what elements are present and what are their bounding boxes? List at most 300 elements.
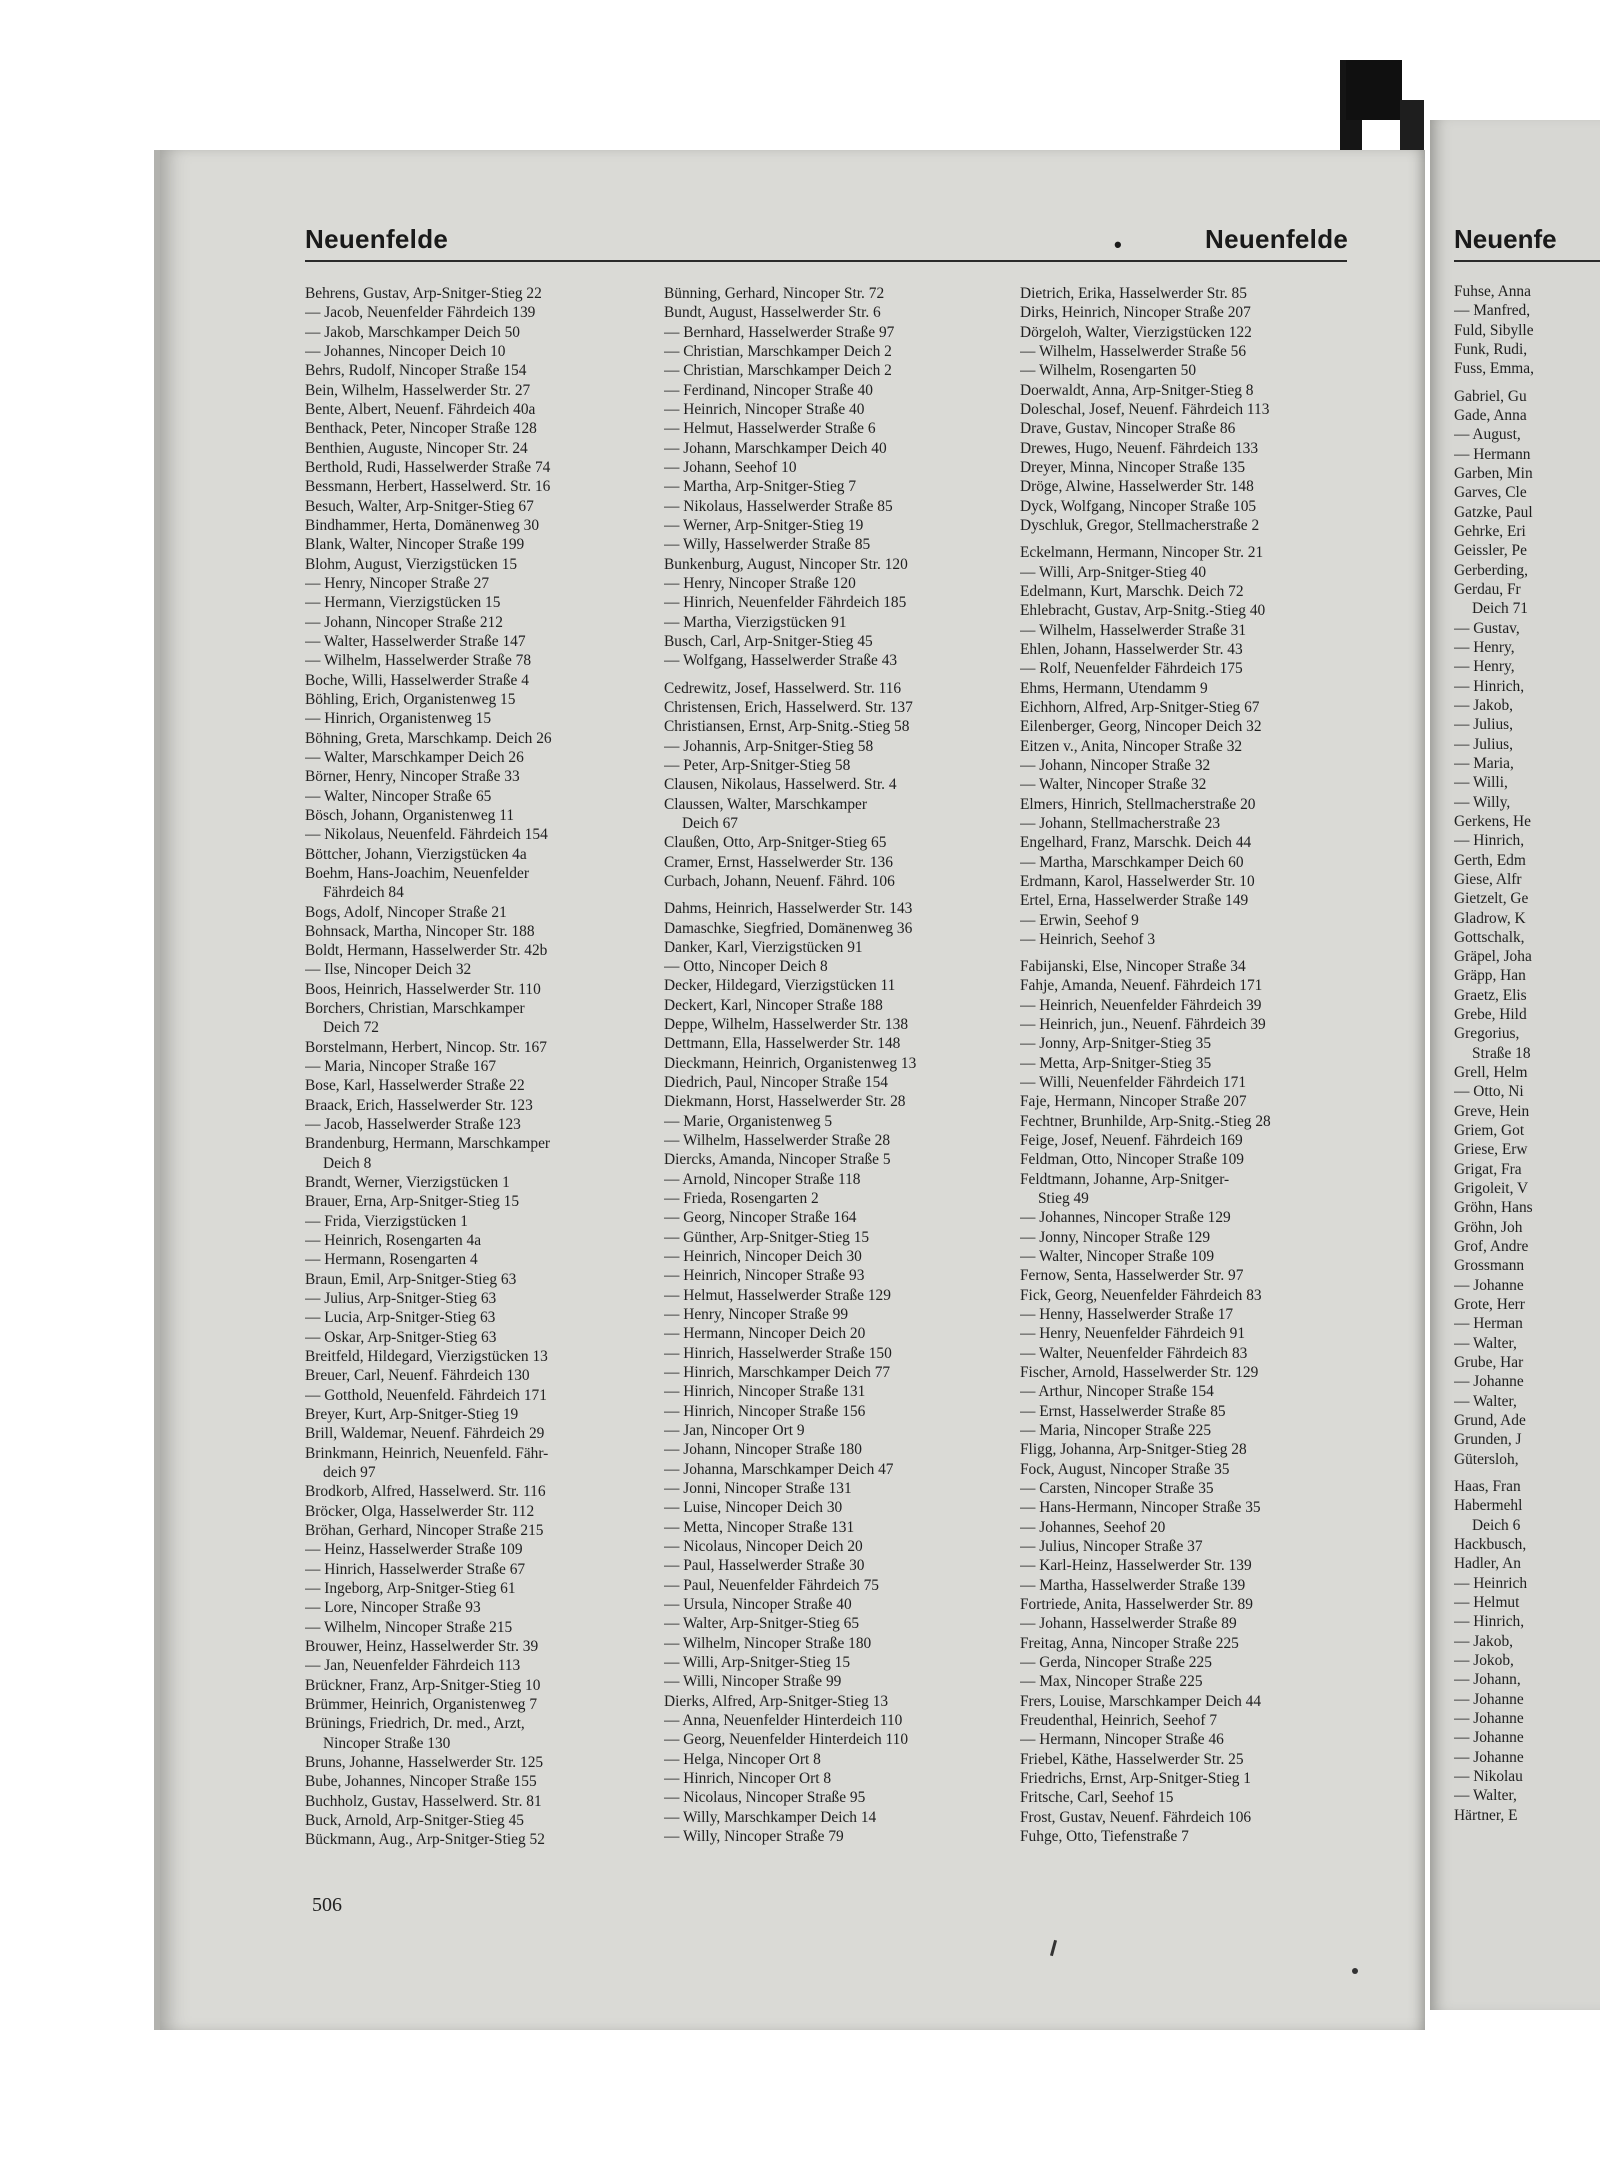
- directory-entry: — Lucia, Arp-Snitger-Stieg 63: [305, 1309, 496, 1327]
- directory-entry: Grebe, Hild: [1454, 1006, 1527, 1024]
- directory-entry: Grube, Har: [1454, 1354, 1524, 1372]
- directory-entry: Feige, Josef, Neuenf. Fährdeich 169: [1020, 1132, 1243, 1150]
- directory-entry: — Heinrich, jun., Neuenf. Fährdeich 39: [1020, 1016, 1266, 1034]
- directory-entry: — Jan, Nincoper Ort 9: [664, 1422, 805, 1440]
- directory-entry: — Jonny, Nincoper Straße 129: [1020, 1228, 1211, 1246]
- directory-entry: Bückmann, Aug., Arp-Snitger-Stieg 52: [305, 1831, 545, 1849]
- directory-entry: — Max, Nincoper Straße 225: [1020, 1673, 1203, 1691]
- directory-entry: Bundt, August, Hasselwerder Str. 6: [664, 304, 881, 322]
- directory-entry: Fabijanski, Else, Nincoper Straße 34: [1020, 958, 1246, 976]
- directory-entry: — Heinrich, Nincoper Straße 40: [664, 400, 865, 418]
- directory-entry: — Johann, Nincoper Straße 180: [664, 1441, 862, 1459]
- directory-entry: Garves, Cle: [1454, 484, 1527, 502]
- directory-entry: Grote, Herr: [1454, 1296, 1525, 1314]
- directory-entry: — Willi, Neuenfelder Fährdeich 171: [1020, 1074, 1247, 1092]
- directory-entry: — Henry, Nincoper Straße 99: [664, 1306, 849, 1324]
- directory-entry: Decker, Hildegard, Vierzigstücken 11: [664, 977, 896, 995]
- directory-entry: Behrs, Rudolf, Nincoper Straße 154: [305, 362, 527, 380]
- directory-entry: — Jonni, Nincoper Straße 131: [664, 1480, 852, 1498]
- directory-entry: — Johannes, Nincoper Straße 129: [1020, 1209, 1231, 1227]
- directory-entry: Deich 67: [682, 814, 738, 832]
- directory-entry: Fernow, Senta, Hasselwerder Str. 97: [1020, 1267, 1244, 1285]
- directory-entry: Bindhammer, Herta, Domänenweg 30: [305, 516, 540, 534]
- directory-entry: Fechtner, Brunhilde, Arp-Snitg.-Stieg 28: [1020, 1112, 1271, 1130]
- directory-entry: Deich 6: [1472, 1516, 1521, 1534]
- directory-entry: — Frieda, Rosengarten 2: [664, 1190, 819, 1208]
- directory-entry: — Willy,: [1454, 793, 1511, 811]
- directory-entry: Brandenburg, Hermann, Marschkamper: [305, 1135, 551, 1153]
- directory-entry: Besuch, Walter, Arp-Snitger-Stieg 67: [305, 497, 534, 515]
- directory-entry: — Johanna, Marschkamper Deich 47: [664, 1460, 894, 1478]
- directory-entry: — Paul, Hasselwerder Straße 30: [664, 1557, 865, 1575]
- directory-entry: Drave, Gustav, Nincoper Straße 86: [1020, 420, 1236, 438]
- directory-entry: Gietzelt, Ge: [1454, 890, 1529, 908]
- directory-entry: Fligg, Johanna, Arp-Snitger-Stieg 28: [1020, 1441, 1247, 1459]
- directory-entry: Brauer, Erna, Arp-Snitger-Stieg 15: [305, 1193, 520, 1211]
- directory-entry: Borchers, Christian, Marschkamper: [305, 1000, 525, 1018]
- directory-entry: — Willy, Hasselwerder Straße 85: [664, 536, 871, 554]
- directory-entry: Dyck, Wolfgang, Nincoper Straße 105: [1020, 497, 1257, 515]
- directory-entry: — Oskar, Arp-Snitger-Stieg 63: [305, 1328, 497, 1346]
- directory-entry: Dörgeloh, Walter, Vierzigstücken 122: [1020, 323, 1252, 341]
- directory-entry: Boos, Heinrich, Hasselwerder Str. 110: [305, 980, 541, 998]
- directory-entry: Hadler, An: [1454, 1555, 1521, 1573]
- directory-entry: — Willi,: [1454, 774, 1508, 792]
- directory-entry: — Marie, Organistenweg 5: [664, 1112, 833, 1130]
- directory-entry: Frost, Gustav, Neuenf. Fährdeich 106: [1020, 1808, 1252, 1826]
- directory-entry: Diekmann, Horst, Hasselwerder Str. 28: [664, 1093, 906, 1111]
- directory-entry: — Johann, Stellmacherstraße 23: [1020, 814, 1221, 832]
- directory-entry: Bünning, Gerhard, Nincoper Str. 72: [664, 285, 885, 302]
- directory-entry: Drewes, Hugo, Neuenf. Fährdeich 133: [1020, 439, 1259, 457]
- directory-entry: Brill, Waldemar, Neuenf. Fährdeich 29: [305, 1425, 545, 1443]
- directory-entry: Freitag, Anna, Nincoper Straße 225: [1020, 1634, 1239, 1652]
- directory-entry: Brümmer, Heinrich, Organistenweg 7: [305, 1695, 538, 1713]
- directory-entry: — Erwin, Seehof 9: [1020, 911, 1139, 929]
- directory-entry: — Willi, Arp-Snitger-Stieg 15: [664, 1653, 851, 1671]
- directory-entry: Bruns, Johanne, Hasselwerder Str. 125: [305, 1753, 544, 1771]
- directory-entry: — Johannes, Nincoper Deich 10: [305, 342, 506, 360]
- directory-entry: — Georg, Neuenfelder Hinterdeich 110: [664, 1731, 909, 1749]
- directory-entry: Claußen, Otto, Arp-Snitger-Stieg 65: [664, 834, 887, 852]
- directory-entry: Deich 71: [1472, 600, 1528, 618]
- directory-entry: — Otto, Nincoper Deich 8: [664, 958, 828, 976]
- directory-entry: Freudenthal, Heinrich, Seehof 7: [1020, 1711, 1218, 1729]
- directory-entry: Habermehl: [1454, 1497, 1523, 1515]
- directory-entry: — Johannis, Arp-Snitger-Stieg 58: [664, 737, 874, 755]
- directory-entry: Garben, Min: [1454, 464, 1533, 482]
- directory-entry: Gütersloh,: [1454, 1450, 1519, 1468]
- directory-entry: Breuer, Carl, Neuenf. Fährdeich 130: [305, 1367, 530, 1385]
- running-header-right: Neuenfelde: [1205, 224, 1349, 254]
- directory-entry: Gröhn, Hans: [1454, 1199, 1533, 1217]
- directory-entry: — Johanne: [1454, 1276, 1524, 1294]
- directory-entry: — Hinrich, Organistenweg 15: [305, 710, 492, 728]
- directory-entry: — Heinrich: [1454, 1574, 1528, 1592]
- directory-entry: Fock, August, Nincoper Straße 35: [1020, 1460, 1230, 1478]
- directory-entry: — Jakob,: [1454, 696, 1513, 714]
- directory-entry: — Johanne: [1454, 1690, 1524, 1708]
- directory-entry: Faje, Hermann, Nincoper Straße 207: [1020, 1093, 1247, 1111]
- directory-entry: — Johanne: [1454, 1748, 1524, 1766]
- directory-entry: — Julius,: [1454, 735, 1514, 753]
- directory-entry: — Wilhelm, Nincoper Straße 180: [664, 1634, 872, 1652]
- directory-entry: — Peter, Arp-Snitger-Stieg 58: [664, 756, 851, 774]
- directory-entry: — Heinz, Hasselwerder Straße 109: [305, 1541, 523, 1559]
- directory-entry: — Hinrich, Marschkamper Deich 77: [664, 1364, 891, 1382]
- directory-entry: Funk, Rudi,: [1454, 340, 1528, 358]
- directory-entry: — Jan, Neuenfelder Fährdeich 113: [305, 1657, 521, 1675]
- directory-column-1: [305, 284, 645, 1850]
- directory-entry: Gräpp, Han: [1454, 967, 1526, 985]
- next-page-column: [1454, 282, 1600, 1825]
- directory-entry: Böhling, Erich, Organistenweg 15: [305, 690, 516, 708]
- directory-entry: Nincoper Straße 130: [323, 1734, 451, 1752]
- directory-entry: Grigat, Fra: [1454, 1160, 1522, 1178]
- directory-entry: — Hinrich,: [1454, 832, 1525, 850]
- directory-entry: Gerberding,: [1454, 561, 1528, 579]
- directory-entry: Dröge, Alwine, Hasselwerder Str. 148: [1020, 478, 1254, 496]
- directory-entry: Ertel, Erna, Hasselwerder Straße 149: [1020, 892, 1249, 910]
- directory-entry: Blank, Walter, Nincoper Straße 199: [305, 536, 525, 554]
- next-page-partial: [1430, 120, 1600, 2010]
- next-page-rule: [1454, 260, 1600, 262]
- directory-entry: — Walter, Nincoper Straße 109: [1020, 1248, 1215, 1266]
- directory-entry: Gerdau, Fr: [1454, 580, 1521, 598]
- directory-entry: Deppe, Wilhelm, Hasselwerder Str. 138: [664, 1016, 909, 1034]
- directory-entry: Buck, Arnold, Arp-Snitger-Stieg 45: [305, 1811, 524, 1829]
- directory-entry: — Heinrich, Nincoper Straße 93: [664, 1267, 865, 1285]
- directory-entry: — Hinrich, Hasselwerder Straße 150: [664, 1344, 892, 1362]
- directory-entry: Hackbusch,: [1454, 1536, 1527, 1553]
- directory-entry: Bube, Johannes, Nincoper Straße 155: [305, 1773, 537, 1791]
- directory-entry: — Johanne: [1454, 1373, 1524, 1391]
- directory-entry: Fuhse, Anna: [1454, 283, 1531, 300]
- directory-entry: Grell, Helm: [1454, 1064, 1528, 1082]
- directory-entry: — Martha, Marschkamper Deich 60: [1020, 853, 1244, 871]
- directory-entry: Grossmann: [1454, 1257, 1525, 1275]
- directory-entry: — Walter, Nincoper Straße 65: [305, 787, 492, 805]
- directory-entry: Feldman, Otto, Nincoper Straße 109: [1020, 1151, 1244, 1169]
- directory-entry: Doleschal, Josef, Neuenf. Fährdeich 113: [1020, 400, 1270, 418]
- directory-entry: — Walter, Hasselwerder Straße 147: [305, 632, 526, 650]
- directory-entry: — Jakob,: [1454, 1632, 1513, 1650]
- directory-entry: Grof, Andre: [1454, 1238, 1529, 1256]
- directory-entry: — Metta, Arp-Snitger-Stieg 35: [1020, 1054, 1212, 1072]
- directory-entry: — Martha, Vierzigstücken 91: [664, 613, 847, 631]
- directory-entry: Greve, Hein: [1454, 1102, 1530, 1120]
- directory-entry: Cedrewitz, Josef, Hasselwerd. Str. 116: [664, 679, 902, 697]
- directory-entry: Geissler, Pe: [1454, 542, 1527, 560]
- directory-entry: Fuhge, Otto, Tiefenstraße 7: [1020, 1827, 1189, 1845]
- directory-entry: Erdmann, Karol, Hasselwerder Str. 10: [1020, 872, 1255, 890]
- directory-entry: — Martha, Hasselwerder Straße 139: [1020, 1576, 1246, 1594]
- directory-entry: — Henry, Neuenfelder Fährdeich 91: [1020, 1325, 1246, 1343]
- directory-entry: Stieg 49: [1038, 1190, 1089, 1208]
- directory-entry: Boehm, Hans-Joachim, Neuenfelder: [305, 864, 529, 882]
- directory-entry: — Jacob, Neuenfelder Fährdeich 139: [305, 304, 536, 322]
- directory-entry: — Christian, Marschkamper Deich 2: [664, 362, 892, 380]
- directory-entry: — Willi, Arp-Snitger-Stieg 40: [1020, 563, 1207, 581]
- directory-entry: Brodkorb, Alfred, Hasselwerd. Str. 116: [305, 1483, 546, 1501]
- directory-entry: Böhning, Greta, Marschkamp. Deich 26: [305, 729, 552, 747]
- directory-entry: Straße 18: [1472, 1044, 1531, 1062]
- directory-entry: Braack, Erich, Hasselwerder Str. 123: [305, 1096, 533, 1114]
- header-separator: •: [1114, 232, 1122, 257]
- directory-entry: — Henry, Nincoper Straße 27: [305, 574, 490, 592]
- directory-entry: — Helmut: [1454, 1593, 1520, 1611]
- directory-entry: Bröhan, Gerhard, Nincoper Straße 215: [305, 1522, 544, 1539]
- directory-entry: — Henny, Hasselwerder Straße 17: [1020, 1306, 1234, 1324]
- directory-entry: — Bernhard, Hasselwerder Straße 97: [664, 323, 895, 341]
- directory-entry: Frers, Louise, Marschkamper Deich 44: [1020, 1692, 1262, 1710]
- directory-entry: deich 97: [323, 1464, 376, 1482]
- directory-column-3: [1020, 284, 1360, 1846]
- directory-entry: Busch, Carl, Arp-Snitger-Stieg 45: [664, 632, 873, 650]
- directory-entry: Grunden, J: [1454, 1431, 1522, 1449]
- directory-entry: — Hinrich, Nincoper Ort 8: [664, 1769, 832, 1787]
- directory-entry: Deich 72: [323, 1019, 379, 1037]
- directory-entry: — Nikolaus, Neuenfeld. Fährdeich 154: [305, 826, 548, 844]
- directory-entry: — Georg, Nincoper Straße 164: [664, 1209, 857, 1227]
- directory-entry: Breyer, Kurt, Arp-Snitger-Stieg 19: [305, 1406, 519, 1424]
- directory-entry: — Carsten, Nincoper Straße 35: [1020, 1480, 1214, 1498]
- directory-entry: Griese, Erw: [1454, 1141, 1528, 1159]
- directory-entry: — Gotthold, Neuenfeld. Fährdeich 171: [305, 1386, 547, 1404]
- directory-entry: — Nicolaus, Nincoper Deich 20: [664, 1538, 863, 1555]
- directory-entry: Dierks, Alfred, Arp-Snitger-Stieg 13: [664, 1692, 889, 1710]
- directory-entry: — Walter, Arp-Snitger-Stieg 65: [664, 1615, 860, 1633]
- directory-entry: Brandt, Werner, Vierzigstücken 1: [305, 1174, 510, 1192]
- directory-entry: Buchholz, Gustav, Hasselwerd. Str. 81: [305, 1792, 542, 1810]
- directory-entry: — Helmut, Hasselwerder Straße 129: [664, 1286, 891, 1304]
- directory-entry: Bohnsack, Martha, Nincoper Str. 188: [305, 922, 535, 940]
- directory-entry: Edelmann, Kurt, Marschk. Deich 72: [1020, 582, 1244, 600]
- directory-entry: Berthold, Rudi, Hasselwerder Straße 74: [305, 458, 551, 476]
- directory-entry: — Wilhelm, Hasselwerder Straße 78: [305, 652, 532, 670]
- directory-entry: Börner, Henry, Nincoper Straße 33: [305, 768, 520, 786]
- directory-entry: — Ingeborg, Arp-Snitger-Stieg 61: [305, 1579, 516, 1597]
- directory-entry: — Walter,: [1454, 1392, 1517, 1410]
- directory-entry: — Maria, Nincoper Straße 225: [1020, 1422, 1212, 1440]
- directory-entry: Benthack, Peter, Nincoper Straße 128: [305, 420, 537, 438]
- directory-entry: Bunkenburg, August, Nincoper Str. 120: [664, 555, 908, 573]
- directory-entry: — Wilhelm, Rosengarten 50: [1020, 362, 1197, 380]
- directory-entry: — Herman: [1454, 1315, 1523, 1333]
- directory-entry: Borstelmann, Herbert, Nincop. Str. 167: [305, 1038, 547, 1056]
- directory-column-2: [664, 284, 1004, 1846]
- directory-entry: — Hermann, Nincoper Deich 20: [664, 1325, 866, 1343]
- directory-entry: Bröcker, Olga, Hasselwerder Str. 112: [305, 1502, 535, 1520]
- directory-entry: Brückner, Franz, Arp-Snitger-Stieg 10: [305, 1676, 541, 1694]
- directory-entry: — Wilhelm, Hasselwerder Straße 56: [1020, 342, 1247, 360]
- ink-dot: [1352, 1968, 1358, 1974]
- directory-entry: Fick, Georg, Neuenfelder Fährdeich 83: [1020, 1286, 1262, 1304]
- directory-entry: — Walter, Marschkamper Deich 26: [305, 748, 524, 766]
- directory-entry: Dirks, Heinrich, Nincoper Straße 207: [1020, 304, 1251, 322]
- directory-entry: — Maria, Nincoper Straße 167: [305, 1058, 497, 1076]
- directory-entry: Ehms, Hermann, Utendamm 9: [1020, 679, 1208, 697]
- directory-entry: — Julius,: [1454, 716, 1514, 734]
- directory-entry: — Wolfgang, Hasselwerder Straße 43: [664, 652, 898, 670]
- directory-entry: — Hinrich,: [1454, 1613, 1525, 1631]
- directory-entry: Friebel, Käthe, Hasselwerder Str. 25: [1020, 1750, 1244, 1768]
- directory-entry: — Anna, Neuenfelder Hinterdeich 110: [664, 1711, 903, 1729]
- book-binding-top: [1346, 60, 1402, 120]
- directory-entry: Fährdeich 84: [323, 884, 404, 902]
- directory-entry: — Johann, Marschkamper Deich 40: [664, 439, 887, 457]
- directory-entry: Gatzke, Paul: [1454, 503, 1533, 521]
- directory-entry: Fuld, Sibylle: [1454, 321, 1534, 339]
- directory-entry: Grund, Ade: [1454, 1412, 1526, 1430]
- directory-entry: — Johanne: [1454, 1729, 1524, 1747]
- directory-entry: Ehlebracht, Gustav, Arp-Snitg.-Stieg 40: [1020, 602, 1266, 620]
- directory-entry: — Hermann, Vierzigstücken 15: [305, 594, 501, 612]
- header-rule: [305, 260, 1347, 262]
- directory-entry: Dahms, Heinrich, Hasselwerder Str. 143: [664, 900, 913, 918]
- directory-entry: — Martha, Arp-Snitger-Stieg 7: [664, 478, 857, 496]
- directory-entry: — Hinrich, Hasselwerder Straße 67: [305, 1560, 526, 1578]
- directory-entry: — Wilhelm, Nincoper Straße 215: [305, 1618, 513, 1636]
- directory-entry: Engelhard, Franz, Marschk. Deich 44: [1020, 834, 1252, 852]
- directory-entry: — Hinrich,: [1454, 677, 1525, 695]
- directory-entry: Gottschalk,: [1454, 928, 1525, 946]
- directory-entry: Gregorius,: [1454, 1025, 1520, 1043]
- directory-entry: — Gerda, Nincoper Straße 225: [1020, 1653, 1212, 1671]
- directory-entry: — Metta, Nincoper Straße 131: [664, 1518, 855, 1536]
- directory-entry: — Hinrich, Nincoper Straße 156: [664, 1402, 866, 1420]
- directory-entry: Diedrich, Paul, Nincoper Straße 154: [664, 1074, 888, 1092]
- directory-entry: — Günther, Arp-Snitger-Stieg 15: [664, 1228, 870, 1246]
- directory-entry: Grigoleit, V: [1454, 1180, 1529, 1198]
- directory-entry: Dreyer, Minna, Nincoper Straße 135: [1020, 458, 1246, 476]
- directory-entry: Graetz, Elis: [1454, 986, 1527, 1004]
- directory-entry: Deich 8: [323, 1154, 372, 1172]
- directory-entry: Elmers, Hinrich, Stellmacherstraße 20: [1020, 795, 1256, 813]
- running-header-left: Neuenfelde: [305, 224, 449, 254]
- directory-entry: — Manfred,: [1454, 302, 1531, 320]
- directory-entry: — Hermann, Rosengarten 4: [305, 1251, 478, 1269]
- directory-entry: — Wilhelm, Hasselwerder Straße 31: [1020, 621, 1247, 639]
- directory-entry: Bein, Wilhelm, Hasselwerder Str. 27: [305, 381, 531, 399]
- directory-entry: Boche, Willi, Hasselwerder Straße 4: [305, 671, 529, 689]
- directory-entry: — Lore, Nincoper Straße 93: [305, 1599, 481, 1617]
- directory-entry: Bente, Albert, Neuenf. Fährdeich 40a: [305, 400, 536, 418]
- directory-entry: Dietrich, Erika, Hasselwerder Str. 85: [1020, 285, 1247, 302]
- directory-entry: Brünings, Friedrich, Dr. med., Arzt,: [305, 1715, 525, 1733]
- directory-entry: — Paul, Neuenfelder Fährdeich 75: [664, 1576, 879, 1594]
- directory-entry: — Wilhelm, Hasselwerder Straße 28: [664, 1132, 891, 1150]
- directory-entry: — Johann, Nincoper Straße 32: [1020, 756, 1211, 774]
- directory-entry: — Walter,: [1454, 1334, 1517, 1352]
- directory-entry: Eitzen v., Anita, Nincoper Straße 32: [1020, 737, 1243, 755]
- directory-entry: — Ernst, Hasselwerder Straße 85: [1020, 1402, 1226, 1420]
- directory-entry: — Nikolaus, Hasselwerder Straße 85: [664, 497, 893, 515]
- directory-entry: Härtner, E: [1454, 1806, 1518, 1824]
- directory-entry: — Hinrich, Nincoper Straße 131: [664, 1383, 866, 1401]
- directory-entry: — Helmut, Hasselwerder Straße 6: [664, 420, 876, 438]
- directory-entry: — Johannes, Seehof 20: [1020, 1518, 1166, 1536]
- directory-entry: — Jakob, Marschkamper Deich 50: [305, 323, 520, 341]
- directory-entry: Gerkens, He: [1454, 812, 1531, 830]
- directory-entry: — Ursula, Nincoper Straße 40: [664, 1595, 852, 1613]
- directory-entry: Claussen, Walter, Marschkamper: [664, 795, 868, 813]
- directory-entry: — Rolf, Neuenfelder Fährdeich 175: [1020, 660, 1243, 678]
- directory-entry: — Maria,: [1454, 754, 1514, 772]
- directory-entry: — Arthur, Nincoper Straße 154: [1020, 1383, 1214, 1401]
- directory-entry: — Ferdinand, Nincoper Straße 40: [664, 381, 874, 399]
- directory-entry: Damaschke, Siegfried, Domänenweg 36: [664, 919, 913, 937]
- directory-entry: Gräpel, Joha: [1454, 948, 1532, 966]
- directory-entry: — Heinrich, Seehof 3: [1020, 930, 1156, 948]
- directory-entry: — Johanne: [1454, 1709, 1524, 1727]
- directory-entry: — Hans-Hermann, Nincoper Straße 35: [1020, 1499, 1261, 1517]
- directory-entry: Danker, Karl, Vierzigstücken 91: [664, 938, 863, 956]
- directory-entry: Brouwer, Heinz, Hasselwerder Str. 39: [305, 1637, 539, 1655]
- directory-entry: — Henry,: [1454, 638, 1515, 656]
- directory-entry: — Walter, Neuenfelder Fährdeich 83: [1020, 1344, 1248, 1362]
- directory-entry: Ehlen, Johann, Hasselwerder Str. 43: [1020, 640, 1243, 658]
- directory-entry: Griem, Got: [1454, 1122, 1525, 1140]
- directory-entry: — Johann, Hasselwerder Straße 89: [1020, 1615, 1237, 1633]
- directory-entry: Eichhorn, Alfred, Arp-Snitger-Stieg 67: [1020, 698, 1260, 716]
- directory-entry: Fortriede, Anita, Hasselwerder Str. 89: [1020, 1595, 1253, 1613]
- directory-entry: — Luise, Nincoper Deich 30: [664, 1499, 843, 1517]
- directory-entry: — Ilse, Nincoper Deich 32: [305, 961, 472, 979]
- directory-entry: — Julius, Arp-Snitger-Stieg 63: [305, 1290, 497, 1308]
- directory-entry: Fritsche, Carl, Seehof 15: [1020, 1789, 1174, 1807]
- directory-entry: Gabriel, Gu: [1454, 387, 1527, 405]
- directory-entry: — Helga, Nincoper Ort 8: [664, 1750, 821, 1768]
- directory-entry: Friedrichs, Ernst, Arp-Snitger-Stieg 1: [1020, 1769, 1251, 1787]
- directory-entry: — Gustav,: [1454, 619, 1520, 637]
- directory-entry: — Otto, Ni: [1454, 1083, 1524, 1101]
- directory-entry: Breitfeld, Hildegard, Vierzigstücken 13: [305, 1348, 548, 1366]
- directory-entry: Blohm, August, Vierzigstücken 15: [305, 555, 518, 573]
- directory-entry: Fischer, Arnold, Hasselwerder Str. 129: [1020, 1364, 1259, 1382]
- directory-entry: — August,: [1454, 426, 1521, 444]
- directory-entry: — Walter,: [1454, 1787, 1517, 1805]
- directory-entry: Haas, Fran: [1454, 1478, 1521, 1496]
- next-page-header: Neuenfe: [1454, 224, 1557, 254]
- directory-entry: Doerwaldt, Anna, Arp-Snitger-Stieg 8: [1020, 381, 1254, 399]
- directory-entry: Brinkmann, Heinrich, Neuenfeld. Fähr-: [305, 1444, 549, 1462]
- directory-entry: — Jonny, Arp-Snitger-Stieg 35: [1020, 1035, 1212, 1053]
- directory-entry: — Willy, Marschkamper Deich 14: [664, 1808, 877, 1826]
- directory-entry: Eckelmann, Hermann, Nincoper Str. 21: [1020, 544, 1264, 562]
- directory-entry: — Willy, Nincoper Straße 79: [664, 1827, 844, 1845]
- directory-entry: Feldtmann, Johanne, Arp-Snitger-: [1020, 1170, 1230, 1188]
- directory-entry: — Hinrich, Neuenfelder Fährdeich 185: [664, 594, 907, 612]
- directory-entry: — Nicolaus, Nincoper Straße 95: [664, 1789, 866, 1807]
- directory-entry: — Jokob,: [1454, 1651, 1514, 1669]
- directory-entry: Fahje, Amanda, Neuenf. Fährdeich 171: [1020, 977, 1263, 995]
- page-number: 506: [312, 1894, 342, 1916]
- directory-entry: — Henry,: [1454, 658, 1515, 676]
- directory-entry: Bogs, Adolf, Nincoper Straße 21: [305, 903, 507, 921]
- directory-entry: — Hermann: [1454, 445, 1531, 463]
- directory-entry: — Werner, Arp-Snitger-Stieg 19: [664, 516, 864, 534]
- directory-entry: Deckert, Karl, Nincoper Straße 188: [664, 996, 883, 1014]
- directory-entry: Dyschluk, Gregor, Stellmacherstraße 2: [1020, 516, 1260, 534]
- directory-entry: Diercks, Amanda, Nincoper Straße 5: [664, 1151, 891, 1169]
- directory-entry: — Heinrich, Rosengarten 4a: [305, 1232, 482, 1250]
- directory-entry: — Nikolau: [1454, 1767, 1523, 1785]
- directory-entry: Eilenberger, Georg, Nincoper Deich 32: [1020, 718, 1262, 736]
- directory-entry: — Julius, Nincoper Straße 37: [1020, 1538, 1203, 1555]
- directory-entry: — Heinrich, Neuenfelder Fährdeich 39: [1020, 996, 1262, 1014]
- directory-entry: — Frida, Vierzigstücken 1: [305, 1212, 468, 1230]
